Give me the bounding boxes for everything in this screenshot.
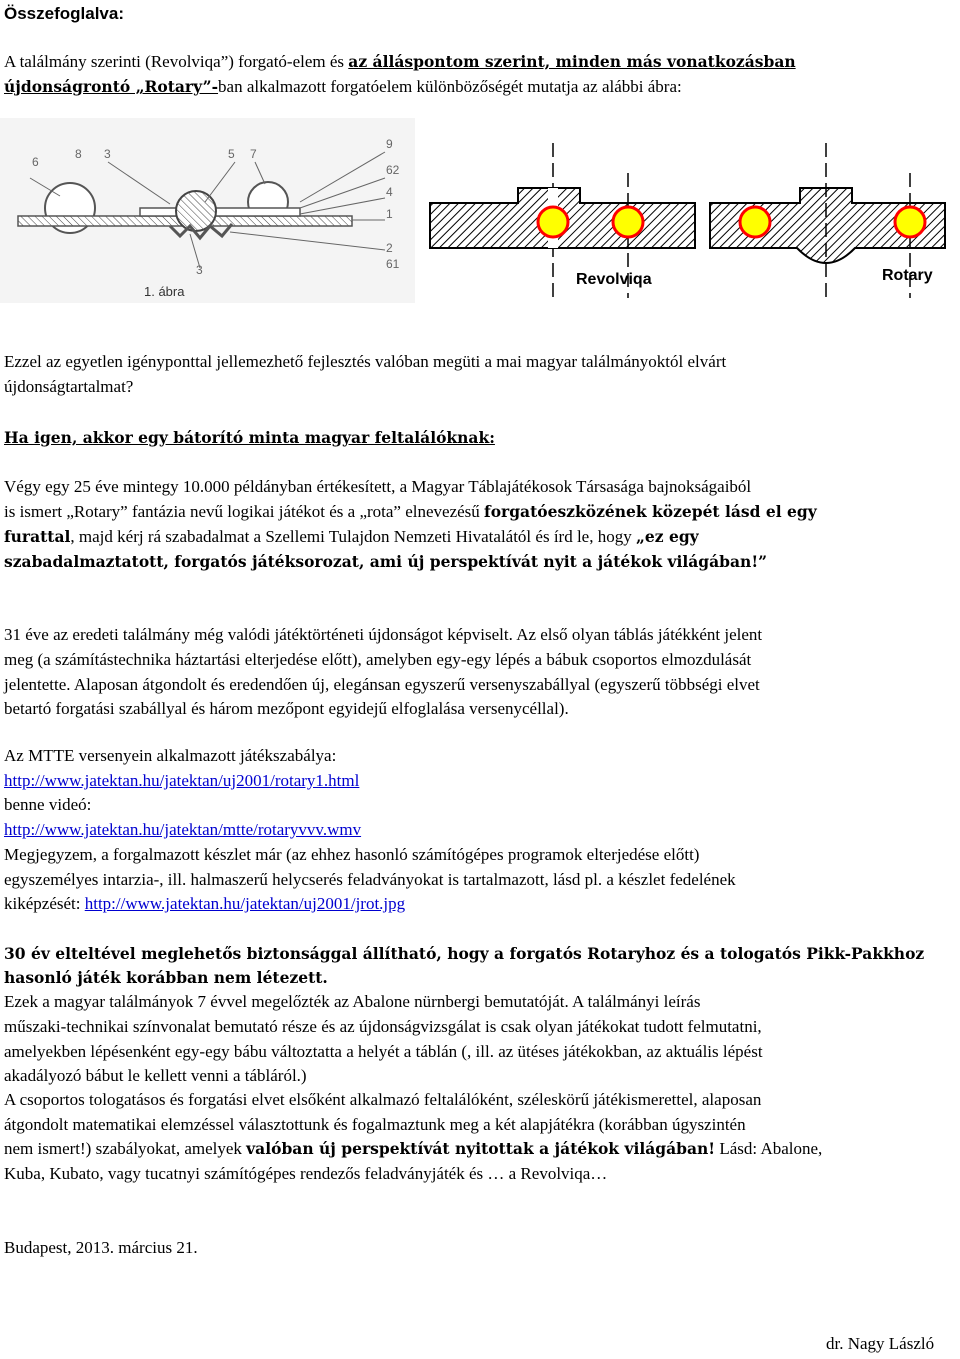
p4-line-8: átgondolt matematikai elemzéssel választottunk és fogalmaztunk meg a két alapjátékra (korábban úgyszintén — [4, 1115, 746, 1134]
part-number: 1 — [386, 207, 393, 221]
question-line-1: Ezzel az egyetlen igényponttal jellemezhető fejlesztés valóban megüti a mai magyar találmányoktól elvárt — [4, 352, 727, 371]
p4-text: nem ismert!) szabályokat, amelyek — [4, 1139, 247, 1158]
p1-line-2 — [4, 502, 817, 522]
p2-line-1: 31 éve az eredeti találmány még valódi játéktörténeti újdonságot képviselt. Az első olyan táblás játékként jelent — [4, 625, 763, 644]
place-date: Budapest, 2013. március 21. — [4, 1238, 198, 1257]
p4-line-10: Kuba, Kubato, vagy tucatnyi számítógépes rendezős feladványjáték és … a Revolviqa… — [4, 1164, 608, 1183]
p4-emphasis: valóban új perspektívát nyitottak a játékok világában! — [246, 1139, 716, 1158]
video-link[interactable]: http://www.jatektan.hu/jatektan/mtte/rotaryvvv.wmv — [4, 820, 362, 839]
p4-line-1: 30 év elteltével meglehetős biztonsággal állítható, hogy a forgatós Rotaryhoz és a tologatós Pikk-Pakkhoz — [4, 944, 925, 963]
revolviqa-marker-circle — [538, 207, 568, 237]
p4-line-2: hasonló játék korábban nem létezett. — [4, 968, 328, 987]
rotary-label: Rotary — [882, 267, 933, 284]
rules-link[interactable]: http://www.jatektan.hu/jatektan/uj2001/rotary1.html — [4, 771, 360, 790]
p3-line-5: Megjegyzem, a forgalmazott készlet már (az ehhez hasonló számítógépes programok elterjedése előtt) — [4, 845, 700, 864]
p1-text: is ismert „Rotary” fantázia nevű logikai játékot és a „rota” elnevezésű — [4, 502, 485, 521]
part-number: 3 — [104, 147, 111, 161]
p1-line-1: Végy egy 25 éve mintegy 10.000 példányban értékesített, a Magyar Táblajátékosok Társasága bajnokságaiból — [4, 477, 752, 496]
rotary-section — [710, 143, 945, 298]
revolviqa-section — [430, 143, 695, 298]
part-number: 62 — [386, 163, 400, 177]
intro-text: A találmány szerinti (Revolviqa”) forgató-elem és — [4, 52, 349, 71]
part-number: 4 — [386, 185, 393, 199]
part-number: 5 — [228, 147, 235, 161]
part-number: 3 — [196, 263, 203, 277]
p4-line-5: amelyekben lépésenként egy-egy bábu változtatta a helyét a táblán (, ill. az ütéses játékokban, az aktuális lépést — [4, 1042, 763, 1061]
intro-text-2: ban alkalmazott forgatóelem különbözőségét mutatja az alábbi ábra: — [218, 77, 682, 96]
intro-emphasis-2: újdonságrontó „Rotary”- — [4, 77, 219, 96]
rotary-marker-circle — [740, 207, 770, 237]
p1-line-4: szabadalmaztatott, forgatós játéksorozat, ami új perspektívát nyit a játékok világában!” — [4, 552, 768, 571]
p3-link-row-1 — [4, 771, 359, 791]
p2-line-2: meg (a számítástechnika háztartási elterjedése előtt), amelyben egy-egy lépés a bábuk csoportos elmozdulását — [4, 650, 752, 669]
p4-line-4: műszaki-technikai színvonalat bemutató része és az újdonságvizsgálat is csak olyan játékokat tudott felmutatni, — [4, 1017, 762, 1036]
part-number: 2 — [386, 241, 393, 255]
p4-text-2: Lásd: Abalone, — [715, 1139, 823, 1158]
question-line-2: újdonságtartalmat? — [4, 377, 134, 396]
revolviqa-label: Revolviqa — [576, 271, 652, 288]
signature: dr. Nagy László — [826, 1334, 935, 1353]
p4-line-9 — [4, 1139, 822, 1159]
p1-emphasis: forgatóeszközének közepét lásd el egy — [484, 502, 817, 521]
p2-line-4: betartó forgatási szabállyal és három mezőpont egyidejű elfoglalása versenycéllal). — [4, 699, 569, 718]
section-heading: Ha igen, akkor egy bátorító minta magyar feltalálóknak: — [4, 428, 495, 447]
rotary-marker-circle — [895, 207, 925, 237]
cover-image-link[interactable]: http://www.jatektan.hu/jatektan/uj2001/jrot.jpg — [84, 894, 406, 913]
part-number: 6 — [32, 155, 39, 169]
part-number: 61 — [386, 257, 400, 271]
p1-emphasis-2: furattal — [4, 527, 71, 546]
p4-line-6: akadályozó bábut le kellett venni a tábláról.) — [4, 1066, 307, 1085]
part-number: 8 — [75, 147, 82, 161]
p3-text: kiképzését: — [4, 894, 85, 913]
p1-emphasis-3: „ez egy — [635, 527, 699, 546]
intro-line-1 — [4, 52, 796, 72]
p4-line-3: Ezek a magyar találmányok 7 évvel megelőzték az Abalone nürnbergi bemutatóját. A találmányi leírás — [4, 992, 701, 1011]
page-title: Összefoglalva: — [4, 4, 124, 23]
p3-link-row-2 — [4, 820, 361, 840]
p3-line-6: egyszemélyes intarzia-, ill. halmaszerű helycserés feladványokat is tartalmazott, lásd pl. a készlet fedelének — [4, 870, 736, 889]
p3-line-1: Az MTTE versenyein alkalmazott játékszabálya: — [4, 746, 337, 765]
part-number: 7 — [250, 147, 257, 161]
p4-line-7: A csoportos tologatásos és forgatási elvet elsőként alkalmazó feltalálóként, széleskörű játékismerettel, alaposan — [4, 1090, 762, 1109]
intro-line-2 — [4, 77, 682, 97]
revolviqa-marker-circle — [613, 207, 643, 237]
intro-emphasis: az álláspontom szerint, minden más vonatkozásban — [348, 52, 796, 71]
figure-caption: 1. ábra — [144, 284, 185, 299]
p2-line-3: jelentette. Alaposan átgondolt és eredendően új, elegánsan egyszerű versenyszabállyal (egyszerű többségi elvet — [4, 675, 760, 694]
p1-line-3 — [4, 527, 699, 547]
part-number: 9 — [386, 137, 393, 151]
p1-text-2: , majd kérj rá szabadalmat a Szellemi Tulajdon Nemzeti Hivatalától és írd le, hogy — [70, 527, 636, 546]
comparison-figure — [0, 118, 960, 308]
p3-line-7 — [4, 894, 405, 914]
patent-drawing — [0, 118, 415, 303]
p3-line-3: benne videó: — [4, 795, 92, 814]
